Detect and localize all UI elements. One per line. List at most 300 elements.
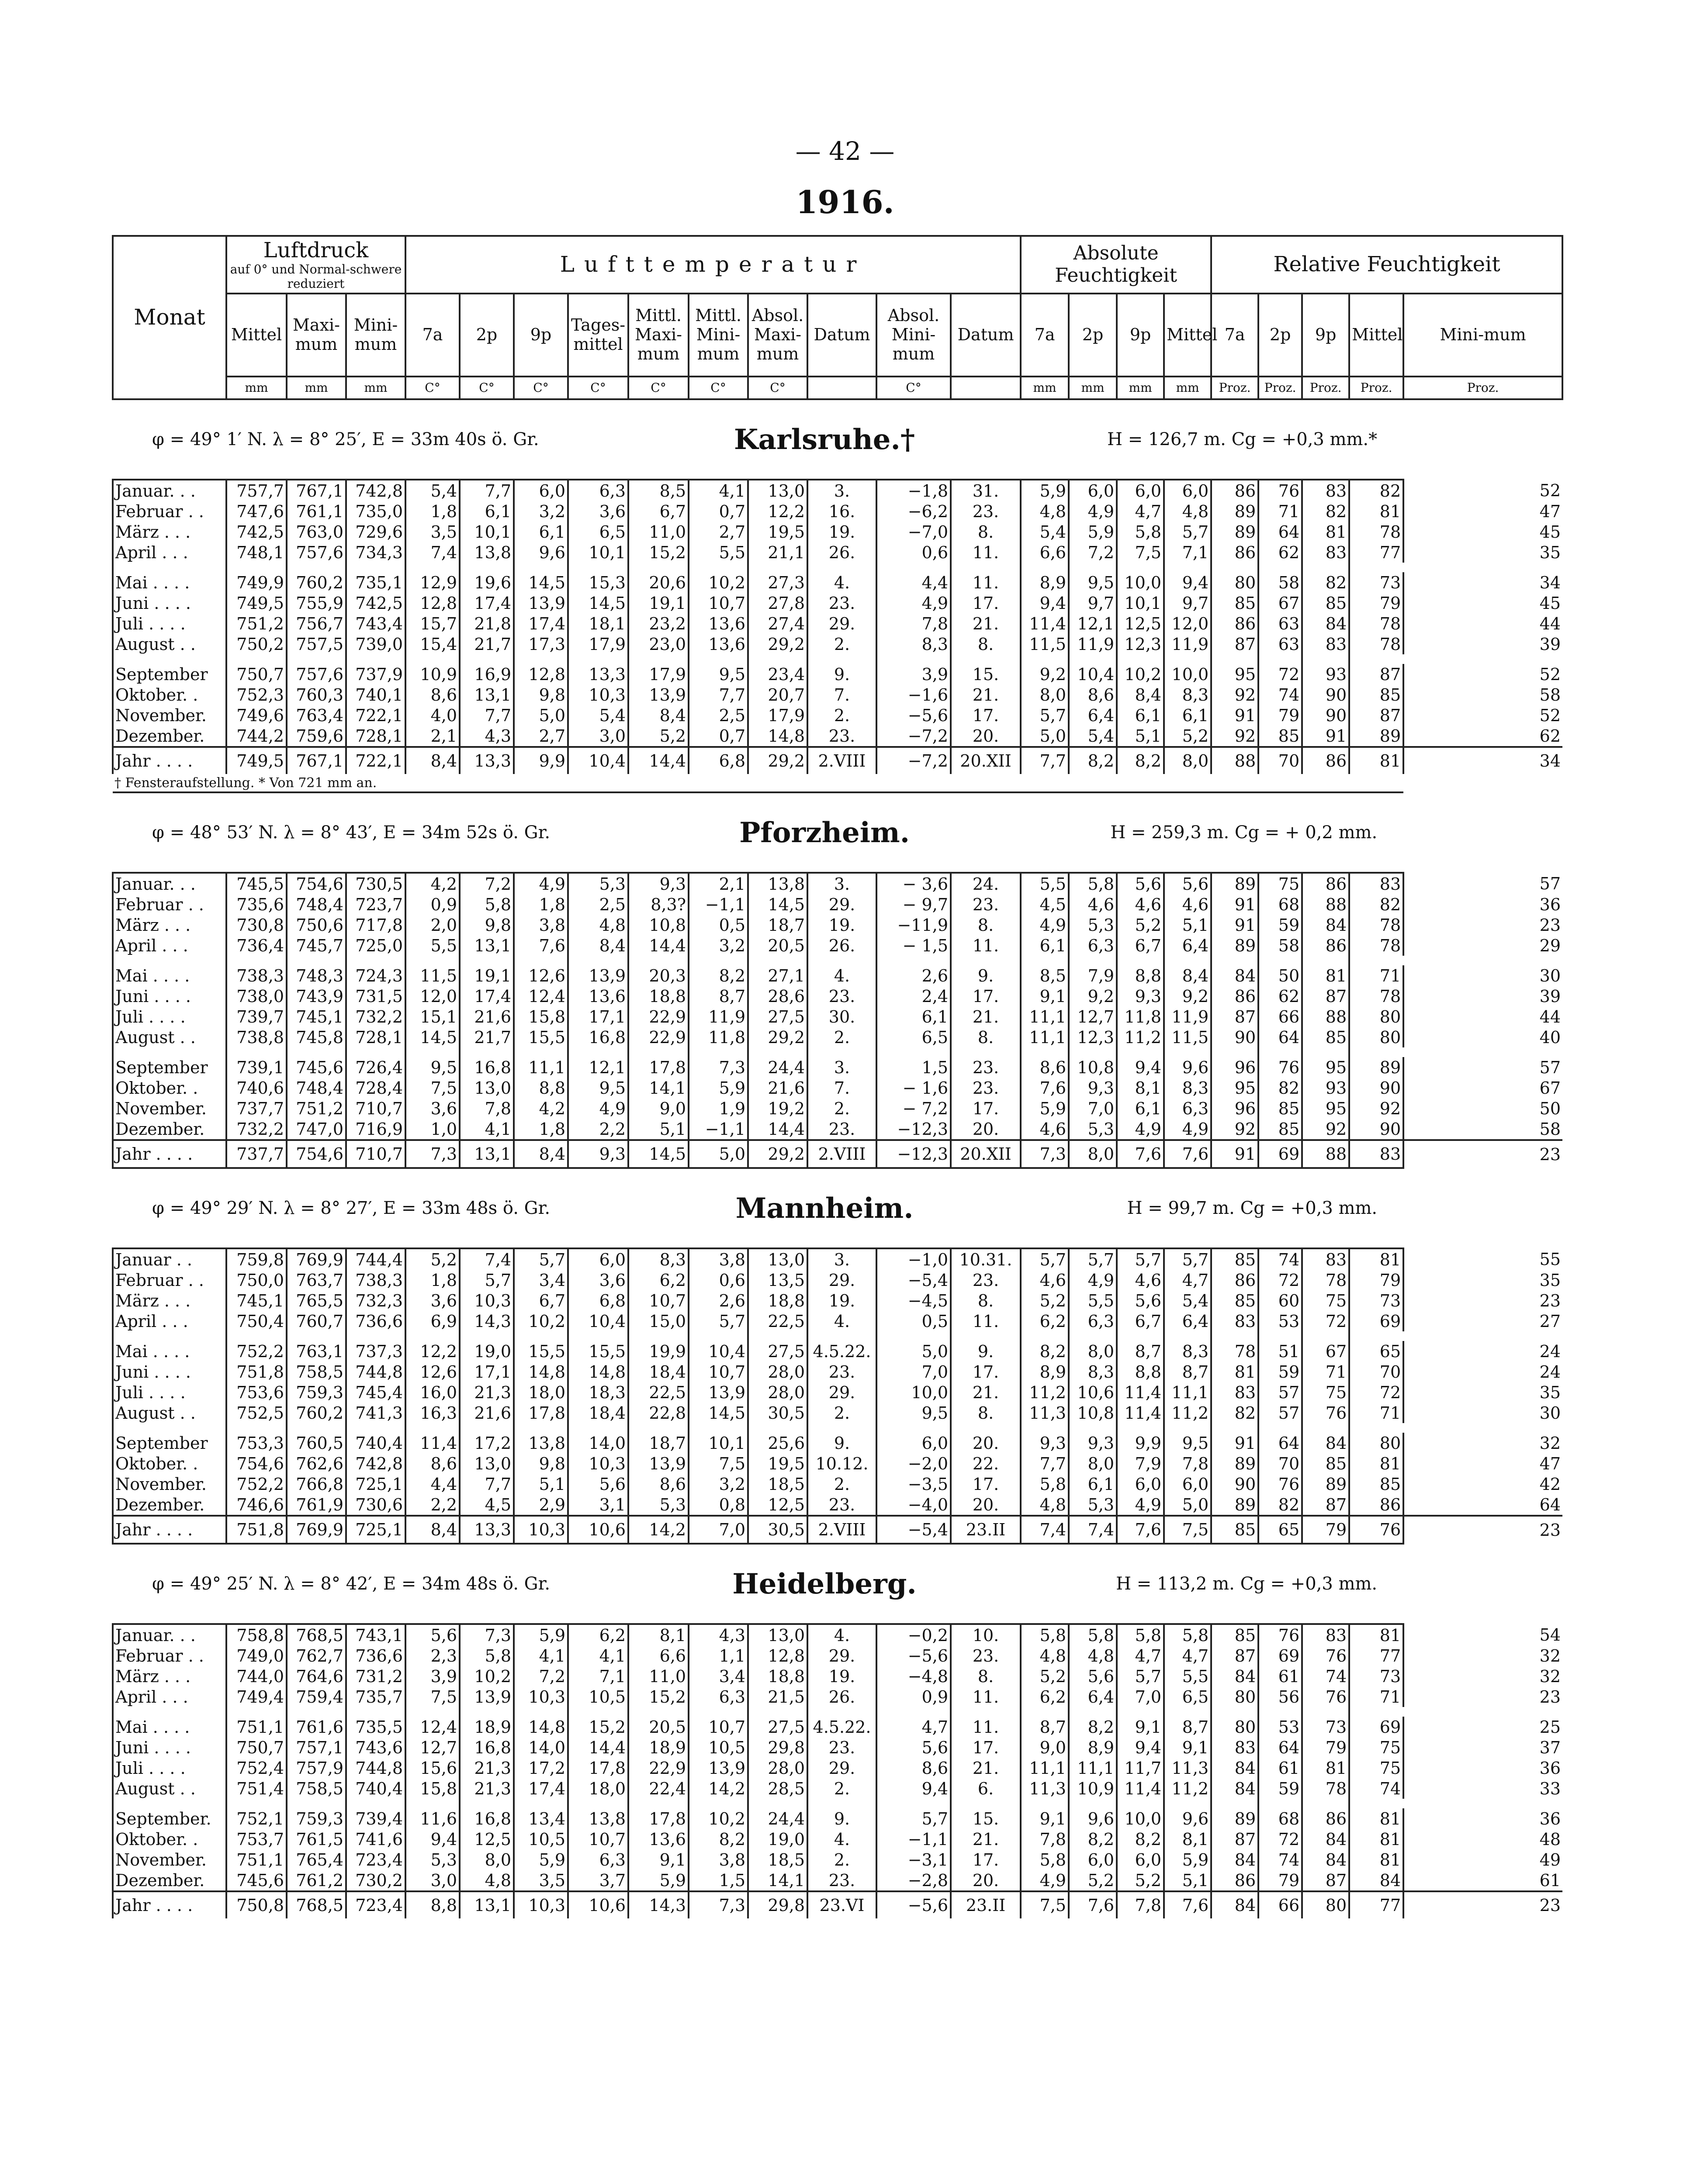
data-cell: 13,3 — [568, 664, 628, 684]
data-cell: 2,9 — [514, 1494, 568, 1516]
data-cell: 29. — [807, 894, 876, 915]
month-label: November. — [113, 1098, 226, 1119]
gap-cell — [568, 956, 628, 965]
data-cell: 6. — [951, 1778, 1021, 1799]
data-cell: 11,1 — [1021, 1758, 1069, 1778]
data-cell: 69 — [1349, 1717, 1403, 1737]
data-cell: 13,8 — [514, 1433, 568, 1453]
data-cell: 11,9 — [1069, 634, 1117, 654]
data-cell: −7,2 — [876, 747, 951, 774]
data-cell: −11,9 — [876, 915, 951, 935]
data-cell: 26. — [807, 935, 876, 956]
data-cell: 749,0 — [226, 1645, 287, 1666]
data-cell: 748,4 — [287, 1078, 346, 1098]
data-cell: 21. — [951, 1006, 1021, 1027]
data-cell: 9,0 — [628, 1098, 689, 1119]
data-cell: 735,0 — [346, 501, 405, 522]
data-cell: 4,9 — [876, 593, 951, 613]
table-row — [113, 1474, 1562, 1494]
data-cell: 12,5 — [748, 1494, 807, 1516]
data-cell: 750,7 — [226, 664, 287, 684]
table-row — [113, 1341, 1562, 1362]
data-cell: 18,4 — [568, 1403, 628, 1423]
data-cell: 6,9 — [405, 1311, 460, 1331]
data-cell: 71 — [1258, 501, 1302, 522]
data-cell: 86 — [1349, 1494, 1403, 1516]
data-cell: 760,2 — [287, 1403, 346, 1423]
data-cell: 5,7 — [1021, 705, 1069, 726]
data-cell: 763,0 — [287, 522, 346, 542]
data-cell: 6,1 — [1117, 1098, 1164, 1119]
data-cell: 6,0 — [876, 1433, 951, 1453]
data-cell: 19,1 — [628, 593, 689, 613]
data-cell: 7,0 — [876, 1362, 951, 1382]
gap-cell — [287, 1331, 346, 1341]
data-cell: −5,6 — [876, 705, 951, 726]
data-cell: 6,1 — [1164, 705, 1211, 726]
data-cell: 86 — [1211, 986, 1258, 1006]
data-cell: 8,4 — [568, 935, 628, 956]
data-cell: 33 — [1403, 1778, 1562, 1799]
data-cell: 9,4 — [1117, 1737, 1164, 1758]
gap-cell — [460, 1799, 514, 1808]
gap-cell — [1117, 563, 1164, 572]
unit-cell: Proz. — [1302, 377, 1349, 399]
data-cell: −5,4 — [876, 1270, 951, 1290]
data-cell: 10,6 — [568, 1516, 628, 1544]
data-cell: 28,0 — [748, 1382, 807, 1403]
data-cell: 10,7 — [628, 1290, 689, 1311]
data-cell: 78 — [1349, 935, 1403, 956]
gap-cell — [514, 1799, 568, 1808]
data-cell: 11,2 — [1164, 1778, 1211, 1799]
gap-cell — [1164, 1047, 1211, 1057]
data-cell: 10,4 — [1069, 664, 1117, 684]
data-cell: 28,0 — [748, 1362, 807, 1382]
month-label: Mai . . . . — [113, 1717, 226, 1737]
data-cell: 23.II — [951, 1891, 1021, 1918]
data-cell: 752,2 — [226, 1474, 287, 1494]
data-cell: 5,1 — [1164, 1870, 1211, 1891]
gap-cell — [568, 563, 628, 572]
gap-cell — [113, 956, 226, 965]
data-cell: 78 — [1349, 522, 1403, 542]
data-cell: 5,6 — [568, 1474, 628, 1494]
climate-table — [112, 235, 1563, 1918]
data-cell: 81 — [1349, 1849, 1403, 1870]
data-cell: 4,1 — [460, 1119, 514, 1140]
data-cell: 4,2 — [405, 873, 460, 894]
data-cell: − 3,6 — [876, 873, 951, 894]
data-cell: 735,1 — [346, 572, 405, 593]
station-altitude: H = 126,7 m. Cg = +0,3 mm.* — [1021, 399, 1403, 480]
data-cell: 5,5 — [1069, 1290, 1117, 1311]
col-abs-max: Absol. Maxi-mum — [748, 294, 807, 377]
data-cell: 12,0 — [405, 986, 460, 1006]
data-cell: 56 — [1258, 1686, 1302, 1707]
data-cell: 9,1 — [628, 1849, 689, 1870]
unit-cell: C° — [748, 377, 807, 399]
table-row — [113, 684, 1562, 705]
gap-cell — [748, 1047, 807, 1057]
data-cell: 12,1 — [1069, 613, 1117, 634]
data-cell: 5,7 — [1164, 1248, 1211, 1270]
col-2p: 2p — [460, 294, 514, 377]
data-cell: 737,7 — [226, 1140, 287, 1168]
data-cell: 10,1 — [568, 542, 628, 563]
data-cell: 17,9 — [568, 634, 628, 654]
gap-cell — [951, 956, 1021, 965]
data-cell: 760,5 — [287, 1433, 346, 1453]
data-cell: 5,0 — [876, 1341, 951, 1362]
gap-cell — [689, 654, 748, 664]
data-cell: 80 — [1349, 1006, 1403, 1027]
data-cell: 74 — [1302, 1666, 1349, 1686]
gap-cell — [346, 1047, 405, 1057]
data-cell: 757,6 — [287, 664, 346, 684]
data-cell: 726,4 — [346, 1057, 405, 1078]
gap-cell — [405, 1423, 460, 1433]
data-cell: 3. — [807, 1057, 876, 1078]
data-cell: 749,4 — [226, 1686, 287, 1707]
data-cell: 2,1 — [405, 726, 460, 747]
data-cell: 2,6 — [876, 965, 951, 986]
data-cell: 5,9 — [514, 1849, 568, 1870]
data-cell: 7,0 — [1117, 1686, 1164, 1707]
data-cell: 8. — [951, 1666, 1021, 1686]
gap-cell — [807, 1799, 876, 1808]
gap-cell — [405, 563, 460, 572]
data-cell: 740,4 — [346, 1433, 405, 1453]
gap-cell — [748, 654, 807, 664]
gap-cell — [1302, 1707, 1349, 1717]
data-cell: 18,5 — [748, 1474, 807, 1494]
data-cell: 19. — [807, 915, 876, 935]
gap-cell — [876, 1331, 951, 1341]
data-cell: 0,9 — [405, 894, 460, 915]
year-row — [113, 1516, 1562, 1544]
data-cell: 4,6 — [1021, 1270, 1069, 1290]
gap-cell — [1069, 1047, 1117, 1057]
data-cell: 12,5 — [1117, 613, 1164, 634]
data-cell: 76 — [1258, 480, 1302, 501]
data-cell: 29. — [807, 1270, 876, 1290]
gap-cell — [1069, 1331, 1117, 1341]
data-cell: 81 — [1302, 965, 1349, 986]
data-cell: 760,7 — [287, 1311, 346, 1331]
data-cell: 752,2 — [226, 1341, 287, 1362]
data-cell: 85 — [1349, 1474, 1403, 1494]
month-label: Juni . . . . — [113, 986, 226, 1006]
data-cell: 85 — [1349, 684, 1403, 705]
data-cell: 10,9 — [1069, 1778, 1117, 1799]
unit-cell: mm — [346, 377, 405, 399]
gap-cell — [1302, 956, 1349, 965]
data-cell: 28,6 — [748, 986, 807, 1006]
data-cell: 9,3 — [1117, 986, 1164, 1006]
data-cell: 81 — [1349, 1624, 1403, 1645]
data-cell: 2,5 — [689, 705, 748, 726]
data-cell: 91 — [1211, 894, 1258, 915]
data-cell: 86 — [1211, 542, 1258, 563]
data-cell: 78 — [1349, 613, 1403, 634]
data-cell: 14,4 — [628, 935, 689, 956]
data-cell: 80 — [1302, 1891, 1349, 1918]
data-cell: 732,2 — [346, 1006, 405, 1027]
data-cell: 70 — [1349, 1362, 1403, 1382]
data-cell: 24,4 — [748, 1808, 807, 1829]
gap-cell — [568, 654, 628, 664]
data-cell: 754,6 — [287, 873, 346, 894]
month-label: Oktober. . — [113, 1829, 226, 1849]
gap-cell — [568, 1047, 628, 1057]
month-label: Jahr . . . . — [113, 1516, 226, 1544]
data-cell: 13,1 — [460, 1140, 514, 1168]
gap-cell — [405, 1707, 460, 1717]
data-cell: 5,8 — [1069, 873, 1117, 894]
data-cell: 8. — [951, 915, 1021, 935]
data-cell: 9,9 — [514, 747, 568, 774]
data-cell: 745,6 — [226, 1870, 287, 1891]
data-cell: 13,0 — [748, 480, 807, 501]
data-cell: 13,8 — [568, 1808, 628, 1829]
data-cell: 4,6 — [1164, 894, 1211, 915]
data-cell: 11,2 — [1164, 1403, 1211, 1423]
data-cell: 7,3 — [689, 1057, 748, 1078]
gap-cell — [951, 1707, 1021, 1717]
gap-cell — [876, 563, 951, 572]
data-cell: 67 — [1403, 1078, 1562, 1098]
data-cell: 51 — [1258, 1341, 1302, 1362]
gap-cell — [1117, 1423, 1164, 1433]
data-cell: 12,4 — [405, 1717, 460, 1737]
data-cell: 741,6 — [346, 1829, 405, 1849]
header-monat: Monat — [113, 236, 226, 399]
data-cell: 23 — [1403, 1140, 1562, 1168]
data-cell: 750,7 — [226, 1737, 287, 1758]
month-label: Juni . . . . — [113, 593, 226, 613]
data-cell: 18,8 — [628, 986, 689, 1006]
data-cell: 27,5 — [748, 1341, 807, 1362]
data-cell: 710,7 — [346, 1140, 405, 1168]
gap-cell — [951, 563, 1021, 572]
data-cell: 90 — [1211, 1474, 1258, 1494]
data-cell: 65 — [1349, 1341, 1403, 1362]
data-cell: 4. — [807, 1311, 876, 1331]
data-cell: 4,7 — [1164, 1270, 1211, 1290]
data-cell: −5,6 — [876, 1891, 951, 1918]
data-cell: 9,6 — [514, 542, 568, 563]
data-cell: 35 — [1403, 1270, 1562, 1290]
data-cell: 17,4 — [514, 613, 568, 634]
data-cell: 9. — [951, 965, 1021, 986]
month-label: März . . . — [113, 1290, 226, 1311]
data-cell: 8,3 — [628, 1248, 689, 1270]
data-cell: 81 — [1302, 522, 1349, 542]
col-rel-2p: 2p — [1258, 294, 1302, 377]
data-cell: 736,6 — [346, 1645, 405, 1666]
data-cell: 86 — [1211, 1870, 1258, 1891]
data-cell: 7,5 — [1117, 542, 1164, 563]
data-cell: 79 — [1349, 593, 1403, 613]
table-row — [113, 894, 1562, 915]
data-cell: 23 — [1403, 1686, 1562, 1707]
data-cell: 6,7 — [514, 1290, 568, 1311]
gap-cell — [748, 1331, 807, 1341]
data-cell: 5,2 — [1117, 915, 1164, 935]
data-cell: 83 — [1211, 1382, 1258, 1403]
data-cell: 12,9 — [405, 572, 460, 593]
data-cell: −7,2 — [876, 726, 951, 747]
month-label: Oktober. . — [113, 1078, 226, 1098]
station-name: Heidelberg. — [628, 1544, 1021, 1624]
data-cell: 10,8 — [628, 915, 689, 935]
gap-cell — [514, 1423, 568, 1433]
data-cell: 6,0 — [1117, 1849, 1164, 1870]
data-cell: 7,5 — [1164, 1516, 1211, 1544]
data-cell: 15,5 — [514, 1027, 568, 1047]
data-cell: 25,6 — [748, 1433, 807, 1453]
gap-cell — [287, 1423, 346, 1433]
data-cell: 64 — [1403, 1494, 1562, 1516]
gap-cell — [568, 1331, 628, 1341]
gap-cell — [876, 1799, 951, 1808]
data-cell: 32 — [1403, 1645, 1562, 1666]
unit-cell: mm — [226, 377, 287, 399]
table-row — [113, 1778, 1562, 1799]
data-cell: 91 — [1211, 1140, 1258, 1168]
data-cell: 29,2 — [748, 1140, 807, 1168]
data-cell: 14,5 — [514, 572, 568, 593]
data-cell: 29. — [807, 1645, 876, 1666]
data-cell: 7,6 — [1117, 1516, 1164, 1544]
data-cell: 10,7 — [689, 1717, 748, 1737]
data-cell: 9,8 — [514, 1453, 568, 1474]
gap-cell — [514, 563, 568, 572]
data-cell: 5,4 — [1164, 1290, 1211, 1311]
data-cell: 45 — [1403, 522, 1562, 542]
station-altitude: H = 99,7 m. Cg = +0,3 mm. — [1021, 1168, 1403, 1248]
data-cell: 32 — [1403, 1666, 1562, 1686]
data-cell: 80 — [1349, 1027, 1403, 1047]
data-cell: 82 — [1349, 480, 1403, 501]
gap-cell — [1021, 1799, 1069, 1808]
data-cell: 8,4 — [1164, 965, 1211, 986]
data-cell: 10,7 — [689, 1362, 748, 1382]
data-cell: 6,1 — [876, 1006, 951, 1027]
data-cell: 7,7 — [1021, 747, 1069, 774]
gap-cell — [1258, 654, 1302, 664]
data-cell: 72 — [1258, 1829, 1302, 1849]
data-cell: 3,6 — [405, 1098, 460, 1119]
data-cell: 24 — [1403, 1341, 1562, 1362]
data-cell: 1,8 — [514, 894, 568, 915]
data-cell: 69 — [1258, 1140, 1302, 1168]
gap-cell — [1349, 1423, 1403, 1433]
data-cell: 5,7 — [1164, 522, 1211, 542]
row-gap — [113, 654, 1562, 664]
data-cell: 5,4 — [405, 480, 460, 501]
data-cell: 13,6 — [568, 986, 628, 1006]
data-cell: 7,8 — [1117, 1891, 1164, 1918]
gap-cell — [346, 1707, 405, 1717]
data-cell: 57 — [1403, 1057, 1562, 1078]
gap-cell — [1164, 1423, 1211, 1433]
data-cell: 5,6 — [1117, 873, 1164, 894]
gap-cell — [226, 1707, 287, 1717]
data-cell: 14,4 — [568, 1737, 628, 1758]
data-cell: 15,8 — [405, 1778, 460, 1799]
month-label: Juli . . . . — [113, 613, 226, 634]
data-cell: 77 — [1349, 1645, 1403, 1666]
data-cell: 22,8 — [628, 1403, 689, 1423]
data-cell: 11,1 — [1021, 1006, 1069, 1027]
data-cell: 27,1 — [748, 965, 807, 986]
col-minimum: Mini-mum — [346, 294, 405, 377]
gap-cell — [405, 654, 460, 664]
gap-cell — [346, 563, 405, 572]
month-label: Juni . . . . — [113, 1737, 226, 1758]
data-cell: 6,3 — [568, 1849, 628, 1870]
data-cell: 5,6 — [1164, 873, 1211, 894]
data-cell: 14,8 — [568, 1362, 628, 1382]
data-cell: − 9,7 — [876, 894, 951, 915]
gap-cell — [628, 654, 689, 664]
gap-cell — [1211, 1707, 1258, 1717]
gap-cell — [807, 1331, 876, 1341]
data-cell: 4,6 — [1069, 894, 1117, 915]
data-cell: 6,4 — [1069, 1686, 1117, 1707]
month-label: Dezember. — [113, 726, 226, 747]
data-cell: 765,5 — [287, 1290, 346, 1311]
gap-cell — [226, 563, 287, 572]
data-cell: 23. — [807, 986, 876, 1006]
data-cell: 5,7 — [876, 1808, 951, 1829]
year-row — [113, 1140, 1562, 1168]
data-cell: 8,7 — [1164, 1362, 1211, 1382]
data-cell: 8,4 — [405, 747, 460, 774]
data-cell: 13,1 — [460, 935, 514, 956]
data-cell: 730,8 — [226, 915, 287, 935]
data-cell: 5,7 — [514, 1248, 568, 1270]
gap-cell — [113, 563, 226, 572]
unit-cell: mm — [1069, 377, 1117, 399]
gap-cell — [460, 654, 514, 664]
data-cell: 21,7 — [460, 1027, 514, 1047]
data-cell: 23. — [807, 1870, 876, 1891]
data-cell: 751,8 — [226, 1516, 287, 1544]
data-cell: 4,9 — [1164, 1119, 1211, 1140]
data-cell: 749,6 — [226, 705, 287, 726]
data-cell: 47 — [1403, 1453, 1562, 1474]
data-cell: 22,5 — [628, 1382, 689, 1403]
data-cell: 72 — [1258, 664, 1302, 684]
data-cell: 91 — [1302, 726, 1349, 747]
month-label: November. — [113, 1849, 226, 1870]
data-cell: −12,3 — [876, 1140, 951, 1168]
table-row — [113, 1078, 1562, 1098]
data-cell: 85 — [1211, 1624, 1258, 1645]
data-cell: 6,7 — [1117, 935, 1164, 956]
data-cell: 751,8 — [226, 1362, 287, 1382]
data-cell: 3,6 — [568, 501, 628, 522]
data-cell: 9,5 — [876, 1403, 951, 1423]
gap-cell — [1349, 654, 1403, 664]
data-cell: 0,5 — [689, 915, 748, 935]
data-cell: −3,1 — [876, 1849, 951, 1870]
gap-cell — [1069, 956, 1117, 965]
data-cell: 17. — [951, 705, 1021, 726]
